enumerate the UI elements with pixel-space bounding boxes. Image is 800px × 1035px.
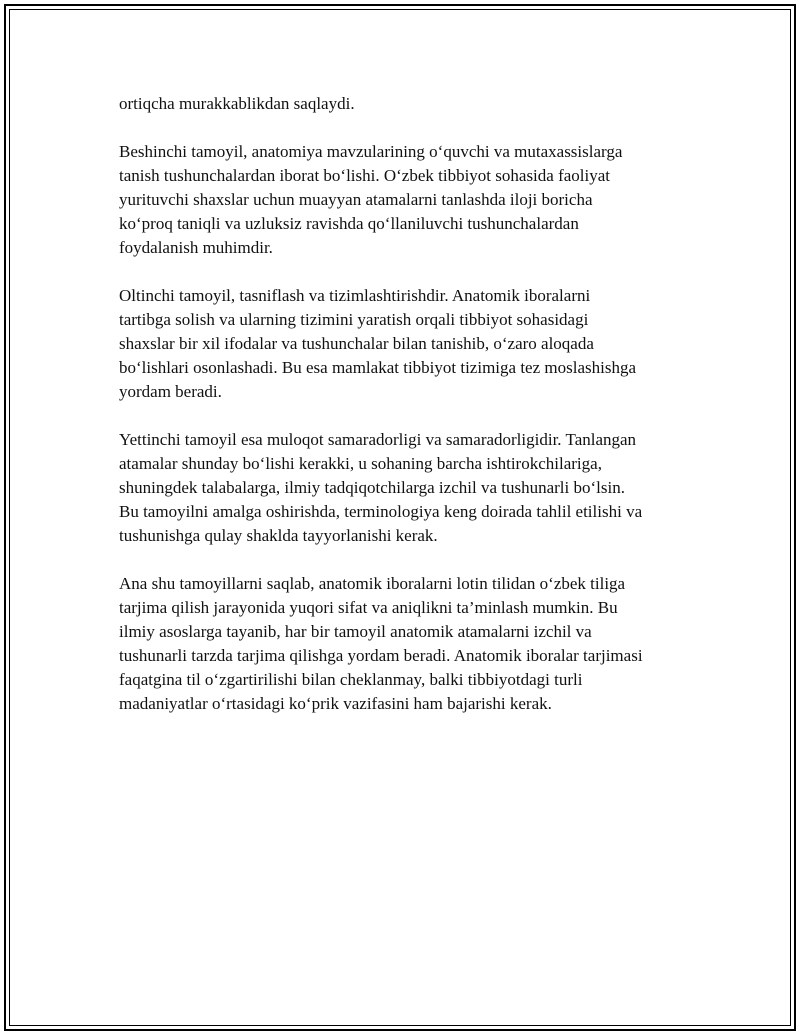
paragraph-seventh-principle	[119, 428, 699, 548]
text-line: Yettinchi tamoyil esa muloqot samaradorligi va samaradorligidir. Tanlangan	[119, 430, 637, 449]
text-line: tarjima qilish jarayonida yuqori sifat va aniqlikni ta’minlash mumkin. Bu	[119, 598, 618, 617]
text-line: tushunishga qulay shaklda tayyorlanishi kerak.	[119, 526, 438, 545]
paragraph-conclusion	[119, 572, 699, 716]
text-line: foydalanish muhimdir.	[119, 238, 273, 257]
text-line: Beshinchi tamoyil, anatomiya mavzularining o‘quvchi va mutaxassislarga	[119, 142, 623, 161]
text-line: bo‘lishlari osonlashadi. Bu esa mamlakat tibbiyot tizimiga tez moslashishga	[119, 358, 636, 377]
text-line: ko‘proq taniqli va uzluksiz ravishda qo‘llaniluvchi tushunchalardan	[119, 214, 579, 233]
text-line: faqatgina til o‘zgartirilishi bilan cheklanmay, balki tibbiyotdagi turli	[119, 670, 583, 689]
text-line: madaniyatlar o‘rtasidagi ko‘prik vazifasini ham bajarishi kerak.	[119, 694, 552, 713]
paragraph-sixth-principle	[119, 284, 699, 404]
text-line: yordam beradi.	[119, 382, 222, 401]
text-line: Ana shu tamoyillarni saqlab, anatomik iboralarni lotin tilidan o‘zbek tiliga	[119, 574, 626, 593]
paragraph-fifth-principle	[119, 140, 699, 260]
text-line: Bu tamoyilni amalga oshirishda, terminologiya keng doirada tahlil etilishi va	[119, 502, 643, 521]
text-line: ortiqcha murakkablikdan saqlaydi.	[119, 94, 355, 113]
text-line: tushunarli tarzda tarjima qilishga yordam beradi. Anatomik iboralar tarjimasi	[119, 646, 643, 665]
text-line: yurituvchi shaxslar uchun muayyan atamalarni tanlashda iloji boricha	[119, 190, 593, 209]
paragraph-continuation	[119, 92, 699, 116]
text-line: ilmiy asoslarga tayanib, har bir tamoyil anatomik atamalarni izchil va	[119, 622, 592, 641]
document-body	[119, 92, 699, 740]
text-line: tartibga solish va ularning tizimini yaratish orqali tibbiyot sohasidagi	[119, 310, 589, 329]
text-line: atamalar shunday bo‘lishi kerakki, u sohaning barcha ishtirokchilariga,	[119, 454, 602, 473]
text-line: shaxslar bir xil ifodalar va tushunchalar bilan tanishib, o‘zaro aloqada	[119, 334, 594, 353]
text-line: tanish tushunchalardan iborat bo‘lishi. O‘zbek tibbiyot sohasida faoliyat	[119, 166, 610, 185]
text-line: shuningdek talabalarga, ilmiy tadqiqotchilarga izchil va tushunarli bo‘lsin.	[119, 478, 625, 497]
text-line: Oltinchi tamoyil, tasniflash va tizimlashtirishdir. Anatomik iboralarni	[119, 286, 591, 305]
